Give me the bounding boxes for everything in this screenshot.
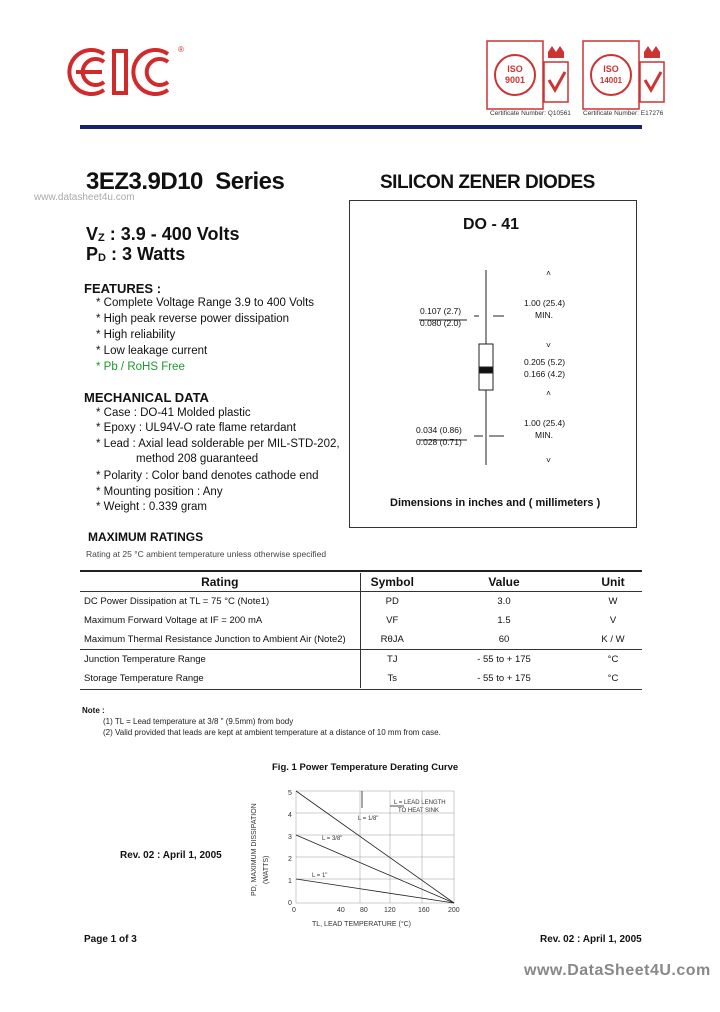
- chart-legend-2: TO HEAT SINK: [398, 808, 440, 814]
- mech-item: * Mounting position : Any: [96, 486, 223, 498]
- iso9001-badge: [486, 40, 572, 112]
- cell: °C: [607, 673, 619, 684]
- cert1-text1: ISO: [507, 64, 523, 74]
- curve-label: L = 1": [312, 873, 328, 879]
- package-caption: Dimensions in inches and ( millimeters ): [390, 497, 601, 509]
- cert2-text2: 14001: [599, 76, 623, 85]
- table-row: [80, 669, 642, 688]
- chart-ylabel-1: PD, MAXIMUM DISSIPATION: [251, 803, 258, 896]
- header-rule: [80, 125, 642, 129]
- cell: PD: [360, 592, 424, 612]
- table-row: [80, 592, 642, 612]
- page-title: 3EZ3.9D10 Series: [86, 168, 285, 195]
- dim-bot-min: MIN.: [535, 430, 553, 440]
- dim-wire-max: 0.034 (0.86): [416, 425, 462, 435]
- curve-label: L = 3/8": [322, 836, 343, 842]
- cell: Ts: [360, 669, 424, 688]
- mech-item: * Epoxy : UL94V-O rate flame retardant: [96, 422, 297, 434]
- curve-label: L = 1/8": [358, 816, 379, 822]
- xtick: 80: [360, 907, 368, 914]
- dim-top-len: 1.00 (25.4): [524, 298, 566, 308]
- xtick: 200: [448, 907, 460, 914]
- notes-heading: Note :: [82, 706, 105, 715]
- mech-item: * Weight : 0.339 gram: [96, 501, 208, 513]
- dim-top-min: MIN.: [535, 310, 553, 320]
- cell: °C: [584, 650, 642, 670]
- do41-outline: [349, 240, 637, 490]
- chart-xlabel: TL, LEAD TEMPERATURE (°C): [312, 921, 411, 928]
- mech-item: * Lead : Axial lead solderable per MIL-STD-202,: [96, 438, 340, 450]
- figure-title: Fig. 1 Power Temperature Derating Curve: [272, 762, 459, 773]
- ytick: 3: [288, 834, 292, 841]
- dim-lead-max: 0.107 (2.7): [420, 306, 462, 316]
- ytick: 5: [288, 790, 292, 797]
- dim-arrow: ˄: [546, 268, 551, 278]
- cell: W: [608, 596, 618, 607]
- col-value: Value: [424, 573, 584, 592]
- mech-item: * Case : DO-41 Molded plastic: [96, 407, 251, 419]
- package-title: DO - 41: [463, 216, 520, 233]
- cell: Junction Temperature Range: [80, 650, 360, 670]
- xtick: 40: [337, 907, 345, 914]
- derating-chart: [240, 776, 470, 936]
- cell: 3.0: [497, 596, 511, 607]
- dim-body-max: 0.205 (5.2): [524, 357, 566, 367]
- mechanical-heading: MECHANICAL DATA: [84, 390, 209, 405]
- watermark-bottom: www.DataSheet4U.com: [524, 962, 711, 979]
- cell: K / W: [601, 634, 625, 645]
- cell: V: [609, 615, 617, 626]
- pd-spec: $P_D$ : 3 Watts: [86, 244, 186, 264]
- col-rating: Rating: [80, 573, 360, 592]
- col-symbol: Symbol: [360, 573, 424, 592]
- eic-logo: [64, 44, 188, 100]
- xtick: 120: [384, 907, 396, 914]
- cell: 1.5: [497, 615, 511, 626]
- ytick: 0: [288, 900, 292, 907]
- table-top-rule: [80, 570, 642, 572]
- page-subtitle: SILICON ZENER DIODES: [380, 172, 595, 193]
- svg-text:®: ®: [178, 45, 184, 54]
- cert1-caption: Certificate Number: Q10561: [490, 110, 571, 117]
- ytick: 1: [288, 878, 292, 885]
- revision-footer: Rev. 02 : April 1, 2005: [540, 934, 642, 945]
- feature-item-rohs: * Pb / RoHS Free: [96, 361, 185, 373]
- dim-lead-min: 0.080 (2.0): [420, 318, 462, 328]
- ratings-note: Rating at 25 °C ambient temperature unless otherwise specified: [86, 549, 327, 559]
- cell: RθJA: [360, 630, 424, 650]
- mech-item: method 208 guaranteed: [136, 453, 259, 465]
- cell: - 55 to + 175: [424, 650, 584, 670]
- watermark-top: www.datasheet4u.com: [34, 192, 135, 203]
- dim-arrow: ˄: [546, 388, 551, 398]
- cell: Maximum Thermal Resistance Junction to Ambient Air (Note2): [84, 634, 346, 645]
- chart-ylabel-2: (WATTS): [263, 855, 270, 884]
- dim-wire-min: 0.028 (0.71): [416, 437, 462, 447]
- revision-mid: Rev. 02 : April 1, 2005: [120, 850, 222, 861]
- ytick: 4: [288, 812, 292, 819]
- cert2-text1: ISO: [603, 64, 619, 74]
- feature-item: * High peak reverse power dissipation: [96, 313, 290, 325]
- table-row: [80, 630, 642, 650]
- ratings-table: [80, 573, 642, 688]
- cell: 60: [498, 634, 510, 645]
- note-item: (2) Valid provided that leads are kept at ambient temperature at a distance of 10 mm from case.: [103, 728, 441, 737]
- cell: - 55 to + 175: [477, 673, 531, 684]
- cell: TJ: [360, 650, 424, 670]
- feature-item: * Low leakage current: [96, 345, 208, 357]
- dim-arrow: ˅: [546, 455, 551, 465]
- ytick: 2: [288, 856, 292, 863]
- cell: Storage Temperature Range: [84, 673, 204, 684]
- note-item: (1) TL = Lead temperature at 3/8 " (9.5mm) from body: [103, 717, 294, 726]
- chart-legend-1: L = LEAD LENGTH: [394, 800, 446, 806]
- table-bottom-rule: [80, 689, 642, 690]
- col-unit: Unit: [584, 573, 642, 592]
- table-header-row: [80, 573, 642, 592]
- feature-item: * Complete Voltage Range 3.9 to 400 Volts: [96, 297, 315, 309]
- ratings-title: MAXIMUM RATINGS: [88, 530, 204, 544]
- table-row: [80, 650, 642, 670]
- dim-body-min: 0.166 (4.2): [524, 369, 566, 379]
- cell: Maximum Forward Voltage at IF = 200 mA: [84, 615, 263, 626]
- features-heading: FEATURES :: [84, 281, 162, 296]
- cert1-text2: 9001: [504, 75, 526, 85]
- mech-item: * Polarity : Color band denotes cathode end: [96, 470, 319, 482]
- page-number: Page 1 of 3: [84, 934, 137, 945]
- cert2-caption: Certificate Number: E17276: [583, 110, 664, 117]
- xtick: 160: [418, 907, 430, 914]
- dim-bot-len: 1.00 (25.4): [524, 418, 566, 428]
- vz-spec: $V_Z$ : 3.9 - 400 Volts: [86, 224, 240, 244]
- feature-item: * High reliability: [96, 329, 176, 341]
- iso14001-badge: [582, 40, 668, 112]
- dim-arrow: ˅: [546, 340, 551, 350]
- xtick: 0: [292, 907, 296, 914]
- table-row: [80, 611, 642, 630]
- cell: DC Power Dissipation at TL = 75 °C (Note1): [84, 596, 270, 607]
- cell: VF: [360, 611, 424, 630]
